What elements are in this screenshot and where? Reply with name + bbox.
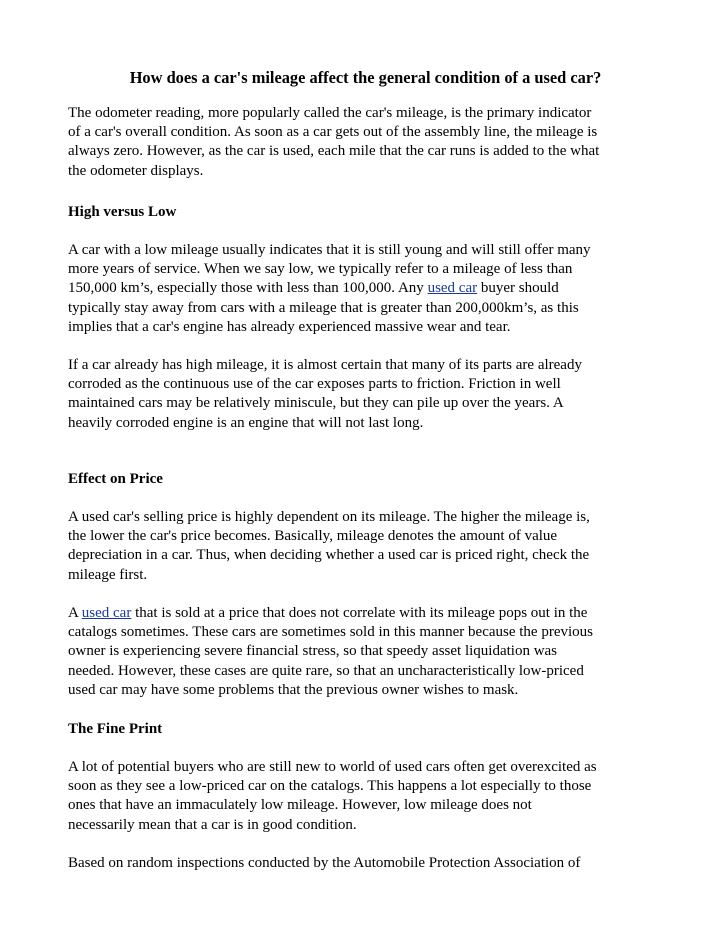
intro-paragraph — [68, 104, 663, 181]
high-low-paragraph-2 — [68, 356, 663, 433]
fine-print-paragraph-1 — [68, 758, 663, 835]
text-line: implies that a car's engine has already experienced massive wear and tear. — [68, 318, 511, 335]
price-paragraph-2 — [68, 604, 663, 700]
text-line: typically stay away from cars with a mileage that is greater than 200,000km’s, as this — [68, 299, 579, 316]
text-line: owner is experiencing severe financial stress, so that speedy asset liquidation was — [68, 643, 558, 660]
text-line: more years of service. When we say low, we typically refer to a mileage of less than — [68, 261, 573, 278]
text-line: always zero. However, as the car is used, each mile that the car runs is added to the what — [68, 143, 600, 160]
text-line: Based on random inspections conducted by the Automobile Protection Association of — [68, 855, 581, 871]
text-line: A lot of potential buyers who are still new to world of used cars often get overexcited as — [68, 759, 597, 775]
text-line: A used car's selling price is highly dependent on its mileage. The higher the mileage is, — [68, 509, 590, 525]
high-low-paragraph-1 — [68, 241, 663, 337]
heading-high-versus-low: High versus Low — [68, 204, 177, 220]
heading-effect-on-price: Effect on Price — [68, 471, 163, 487]
text-line — [68, 279, 663, 298]
text-line: soon as they see a low-priced car on the catalogs. This happens a lot especially to those — [68, 778, 592, 795]
text-line: heavily corroded engine is an engine that will not last long. — [68, 414, 424, 431]
text-line: the lower the car's price becomes. Basically, mileage denotes the amount of value — [68, 528, 558, 545]
text-line: catalogs sometimes. These cars are sometimes sold in this manner because the previous — [68, 624, 593, 641]
text-line: used car may have some problems that the previous owner wishes to mask. — [68, 681, 519, 698]
page-title: How does a car's mileage affect the general condition of a used car? — [129, 68, 602, 87]
text-line: the odometer displays. — [68, 162, 204, 179]
text-line: necessarily mean that a car is in good condition. — [68, 816, 357, 833]
text-line: A car with a low mileage usually indicates that it is still young and will still offer many — [68, 242, 591, 258]
text-line: maintained cars may be relatively miniscule, but they can pile up over the years. A — [68, 395, 564, 412]
text-line: ones that have an immaculately low mileage. However, low mileage does not — [68, 797, 532, 814]
used-car-link[interactable]: used car — [81, 605, 132, 621]
text-line: The odometer reading, more popularly called the car's mileage, is the primary indicator — [68, 105, 592, 121]
text-line: of a car's overall condition. As soon as a car gets out of the assembly line, the mileage is — [68, 124, 598, 141]
text-line — [68, 604, 663, 623]
text-line: depreciation in a car. Thus, when deciding whether a used car is priced right, check the — [68, 547, 590, 564]
used-car-link[interactable]: used car — [427, 280, 478, 297]
text-segment: A — [68, 605, 82, 621]
text-segment: buyer should — [477, 280, 559, 297]
text-line: needed. However, these cases are quite rare, so that an uncharacteristically low-priced — [68, 662, 584, 679]
text-line: corroded as the continuous use of the car exposes parts to friction. Friction in well — [68, 376, 561, 393]
text-line: If a car already has high mileage, it is almost certain that many of its parts are already — [68, 357, 582, 373]
text-segment: that is sold at a price that does not correlate with its mileage pops out in the — [131, 605, 588, 621]
text-segment: 150,000 km’s, especially those with less than 100,000. Any — [68, 280, 428, 297]
fine-print-paragraph-2 — [68, 854, 663, 873]
price-paragraph-1 — [68, 508, 663, 585]
text-line: mileage first. — [68, 566, 148, 583]
heading-fine-print: The Fine Print — [68, 721, 163, 737]
